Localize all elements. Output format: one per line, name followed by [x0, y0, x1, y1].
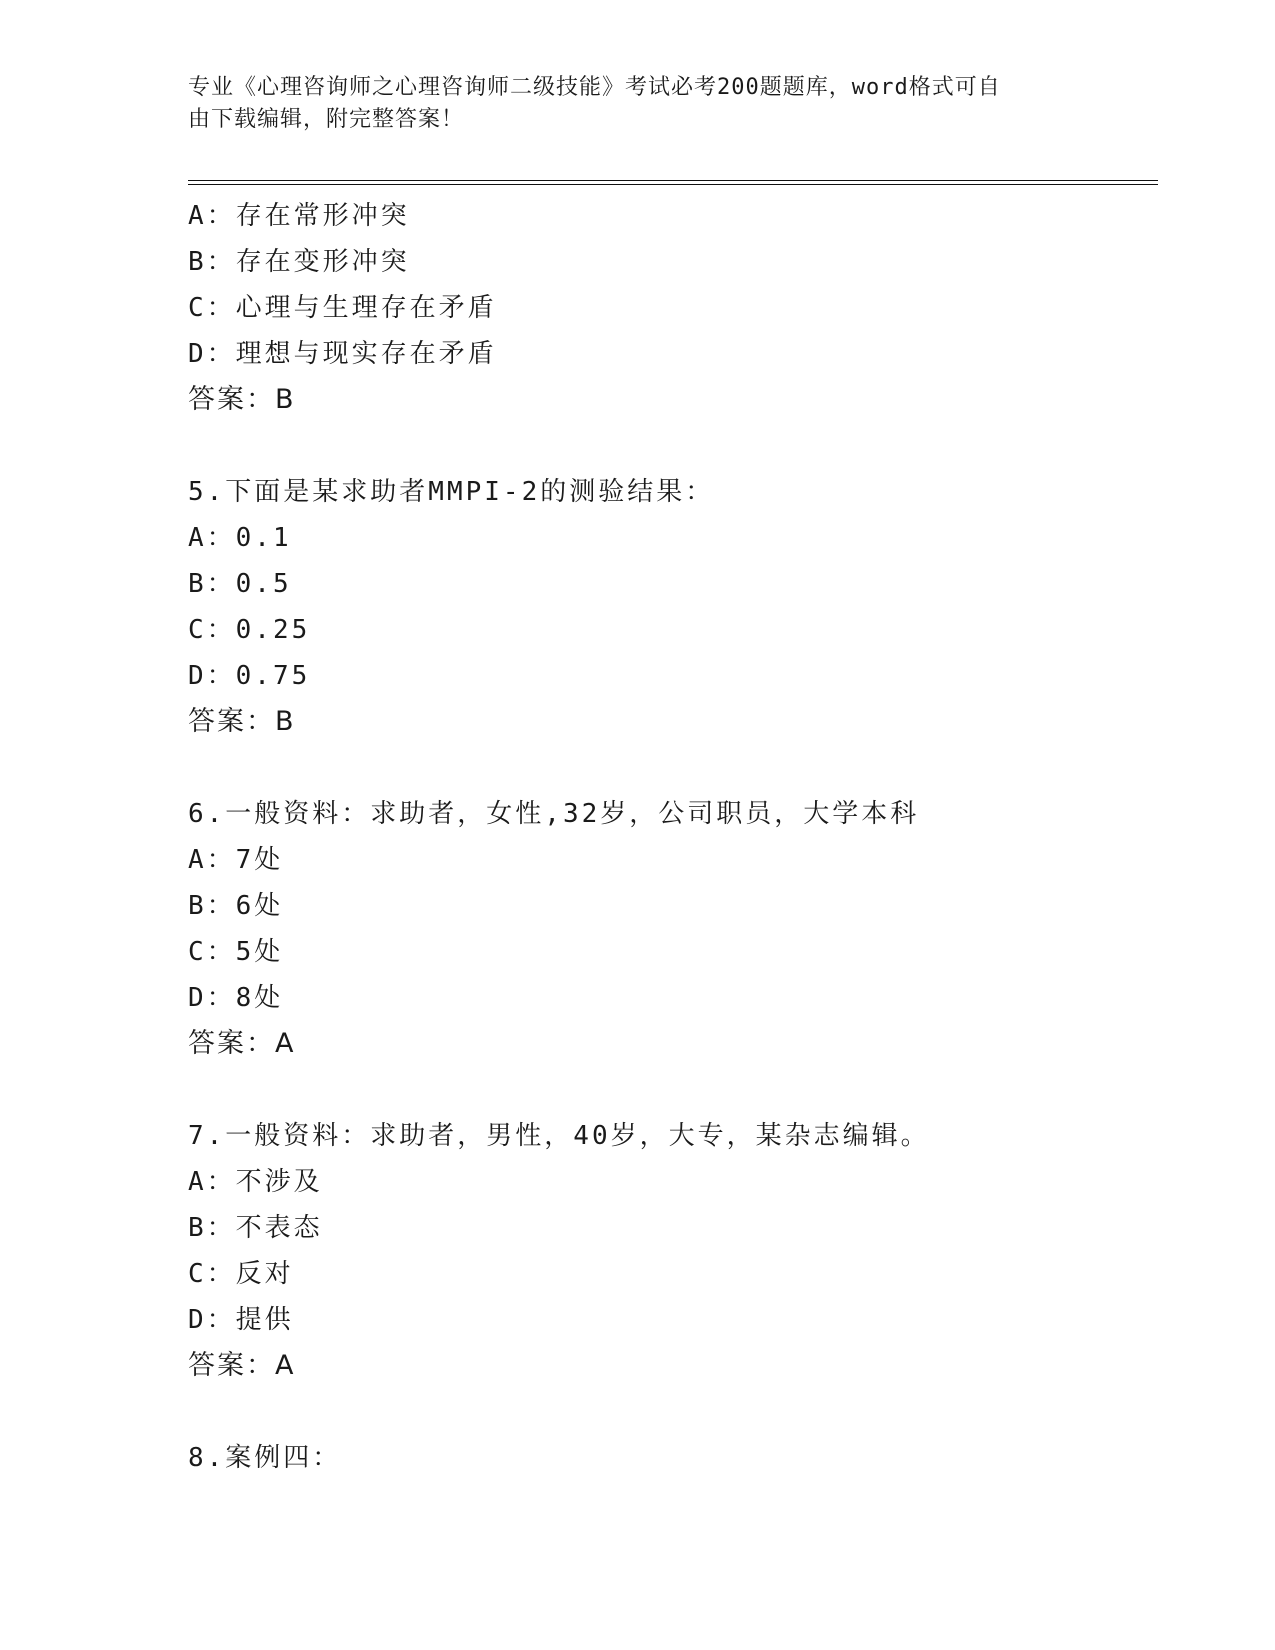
option-d: D：提供 [188, 1305, 294, 1335]
option-d: D：8处 [188, 983, 284, 1013]
option-a: A：7处 [188, 845, 284, 875]
option-c: C：0.25 [188, 615, 311, 645]
option-d: D：0.75 [188, 661, 311, 691]
document-header [188, 72, 1068, 136]
option-b: B：不表态 [188, 1213, 323, 1243]
question-block-6 [188, 791, 1158, 1067]
option-a: A：不涉及 [188, 1167, 323, 1197]
spacer [188, 745, 1158, 791]
option-a: A：0.1 [188, 523, 292, 553]
question-text: 8.案例四： [188, 1443, 342, 1473]
question-block-5 [188, 469, 1158, 745]
option-b: B：0.5 [188, 569, 292, 599]
question-block-prev [188, 193, 1158, 423]
question-block-7 [188, 1113, 1158, 1389]
spacer [188, 423, 1158, 469]
option-b: B：6处 [188, 891, 284, 921]
option-c: C：心理与生理存在矛盾 [188, 293, 497, 323]
question-block-8 [188, 1435, 1158, 1481]
option-d: D：理想与现实存在矛盾 [188, 339, 497, 369]
question-text: 6.一般资料：求助者，女性,32岁，公司职员，大学本科 [188, 799, 920, 829]
header-line-1: 专业《心理咨询师之心理咨询师二级技能》考试必考200题题库，word格式可自 [188, 75, 1001, 100]
header-line-2: 由下载编辑，附完整答案！ [188, 107, 465, 132]
answer: 答案：B [188, 706, 296, 737]
spacer [188, 1067, 1158, 1113]
option-b: B：存在变形冲突 [188, 247, 410, 277]
option-c: C：5处 [188, 937, 284, 967]
answer: 答案：A [188, 1028, 296, 1059]
header-divider [188, 180, 1158, 185]
question-list [188, 193, 1158, 1481]
answer: 答案：B [188, 384, 296, 415]
option-a: A：存在常形冲突 [188, 201, 410, 231]
spacer [188, 1389, 1158, 1435]
option-c: C：反对 [188, 1259, 294, 1289]
answer: 答案：A [188, 1350, 296, 1381]
question-text: 7.一般资料：求助者，男性，40岁，大专，某杂志编辑。 [188, 1121, 930, 1151]
question-text: 5.下面是某求助者MMPI-2的测验结果： [188, 477, 715, 507]
